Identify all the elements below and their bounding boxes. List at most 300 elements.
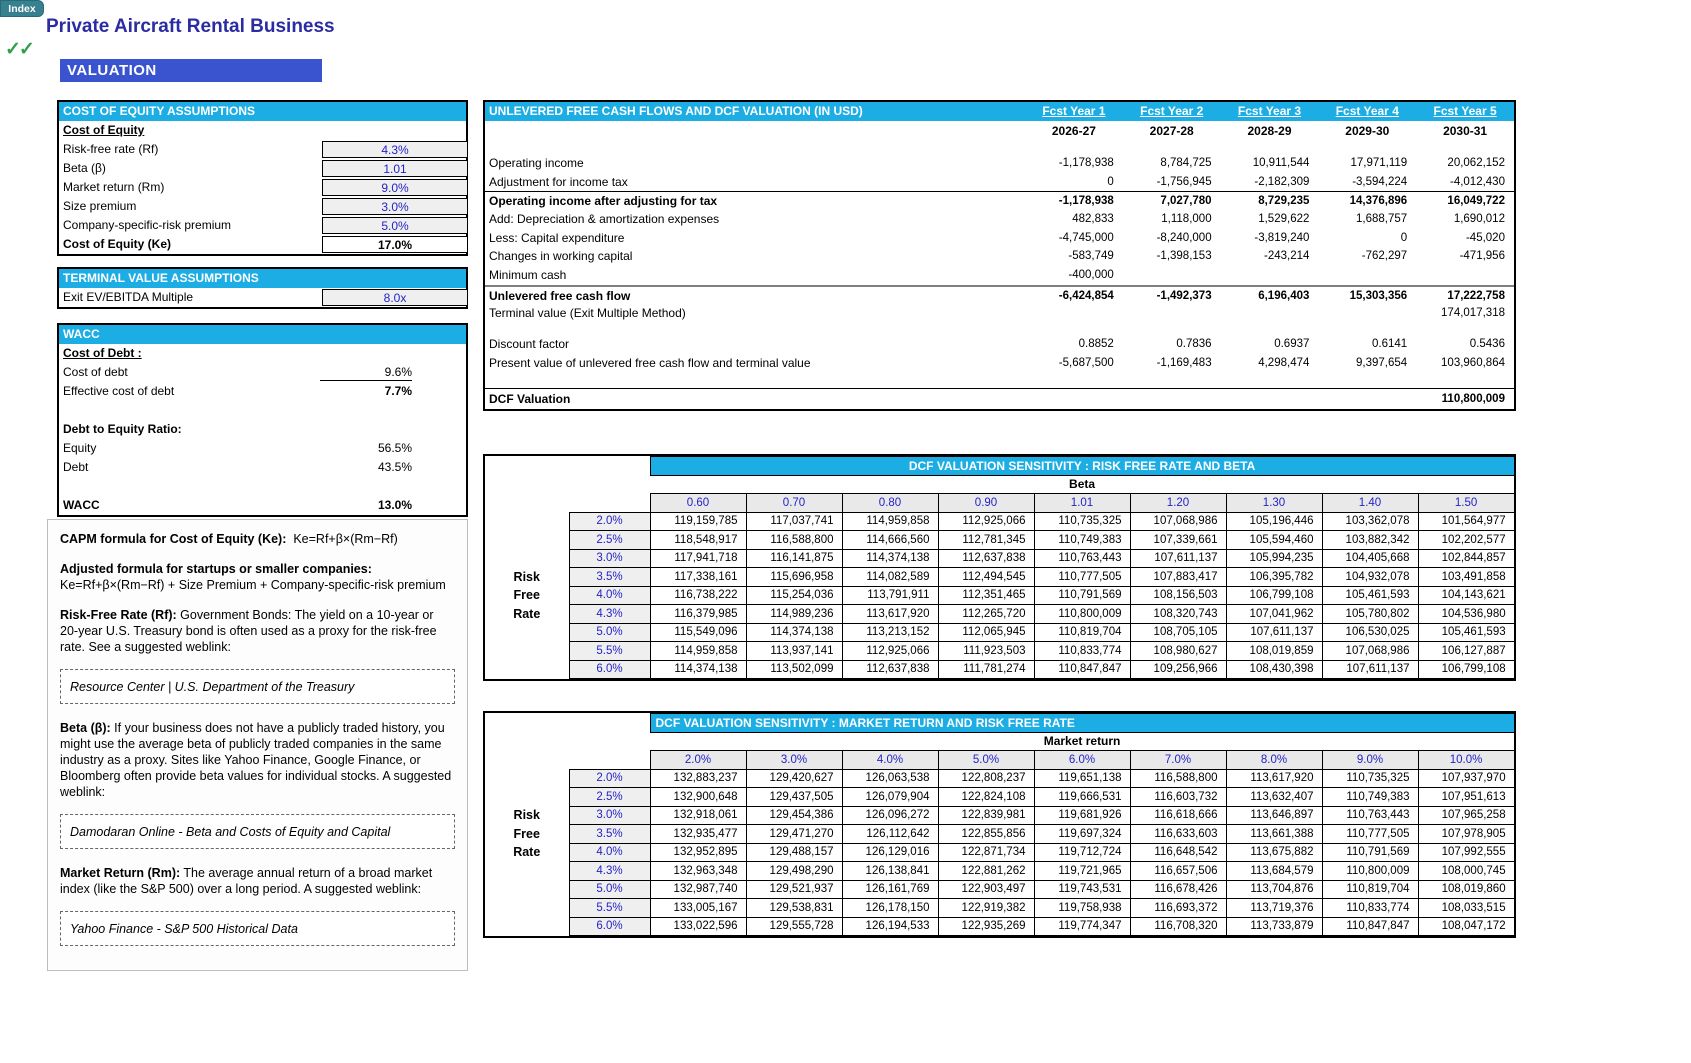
dcf-valuation-row (485, 388, 1514, 409)
sens-cell-value: 116,588,800 (746, 531, 842, 550)
dcf-row (485, 322, 1514, 335)
sens-cell-value: 126,178,150 (842, 899, 938, 918)
sens-row (485, 899, 1514, 918)
sens-cell-value: 108,019,860 (1418, 880, 1514, 899)
dcf-cell-value: -8,240,000 (1156, 231, 1212, 244)
assumption-input-cell[interactable]: 3.0% (322, 198, 468, 216)
market-return-note-text: The average annual return of a broad market index (like the S&P 500) over a long period. A suggested weblink: (60, 866, 433, 896)
sens2-table (485, 713, 1515, 936)
sens-cell-value: 122,935,269 (938, 917, 1034, 936)
sens-cell-value: 112,351,465 (938, 586, 1034, 605)
sens-row (485, 862, 1514, 881)
dcf-cell-value: 0 (1400, 231, 1408, 244)
dcf-cell-value: 103,960,864 (1441, 356, 1505, 369)
sens-cell-value: 114,374,138 (842, 549, 938, 568)
sens-cell-value: 122,824,108 (938, 788, 1034, 807)
sens-row-label: 5.0% (569, 623, 650, 642)
sens-cell-value: 113,704,876 (1226, 880, 1322, 899)
sens-cell-value: 112,637,838 (842, 660, 938, 679)
sens-cell-value: 117,037,741 (746, 512, 842, 531)
index-button[interactable]: Index (0, 0, 44, 17)
page-title: Private Aircraft Rental Business (46, 16, 335, 37)
dcf-cell-value (1123, 266, 1221, 285)
sens-cell-value: 113,646,897 (1226, 806, 1322, 825)
sens-cell-value: 119,159,785 (650, 512, 746, 531)
dcf-row (485, 354, 1514, 373)
sens-axis-spacer (485, 512, 569, 531)
sens-cell-value: 105,461,593 (1322, 586, 1418, 605)
treasury-weblink[interactable]: Resource Center | U.S. Department of the Treasury (60, 669, 455, 704)
sens-col-header: 1.50 (1418, 494, 1514, 513)
sens-cell-value: 102,202,577 (1418, 531, 1514, 550)
sens-cell-value: 107,068,986 (1130, 512, 1226, 531)
sens-axis-spacer (485, 549, 569, 568)
sens-cell-value: 132,952,895 (650, 843, 746, 862)
sens-cell-value: 110,819,704 (1322, 880, 1418, 899)
sens-cell-value: 113,675,882 (1226, 843, 1322, 862)
sens-cell-value: 110,749,383 (1322, 788, 1418, 807)
market-return-note-lead: Market Return (Rm): (60, 866, 181, 880)
cost-of-equity-header: COST OF EQUITY ASSUMPTIONS (59, 102, 466, 121)
assumption-input-cell[interactable]: 1.01 (322, 160, 468, 178)
sens-cell-value: 132,987,740 (650, 880, 746, 899)
sens-cell-value: 119,721,965 (1034, 862, 1130, 881)
dcf-row-label: Changes in working capital (489, 249, 633, 264)
sens-cell-value: 133,022,596 (650, 917, 746, 936)
cost-of-debt-heading: Cost of Debt : (63, 346, 142, 360)
sens-row (485, 825, 1514, 844)
sens-cell-value: 126,194,533 (842, 917, 938, 936)
dcf-row-label: Unlevered free cash flow (489, 288, 631, 303)
cost-of-equity-total-label: Cost of Equity (Ke) (63, 237, 171, 251)
sens-cell-value: 117,941,718 (650, 549, 746, 568)
dcf-cell-value (1318, 322, 1416, 335)
dcf-cell-value: -471,956 (1459, 250, 1505, 263)
sens-col-header: 6.0% (1034, 751, 1130, 770)
dcf-cell-value (1123, 304, 1221, 323)
sens-cell-value: 122,855,856 (938, 825, 1034, 844)
dcf-cell-value (1318, 266, 1416, 285)
sens-cell-value: 129,454,386 (746, 806, 842, 825)
sens-row-label: 3.0% (569, 806, 650, 825)
dcf-rows (485, 154, 1514, 373)
dcf-cell-value: -3,594,224 (1352, 175, 1408, 188)
sens-col-header: 1.40 (1322, 494, 1418, 513)
sens-row-label: 4.3% (569, 862, 650, 881)
capm-formula-lead: CAPM formula for Cost of Equity (Ke): (60, 532, 287, 546)
fcst-year-link[interactable]: Fcst Year 4 (1335, 104, 1399, 118)
sens-cell-value: 116,633,603 (1130, 825, 1226, 844)
exit-multiple-label: Exit EV/EBITDA Multiple (63, 290, 194, 304)
sens-row (485, 531, 1514, 550)
assumption-input-cell[interactable]: 9.0% (322, 179, 468, 197)
sens-cell-value: 116,738,222 (650, 586, 746, 605)
dcf-cell-value: -762,297 (1361, 250, 1408, 263)
dcf-cell-value: -243,214 (1263, 250, 1310, 263)
sens-cell-value: 104,143,621 (1418, 586, 1514, 605)
sens-cell-value: 104,932,078 (1322, 568, 1418, 587)
sens-cell-value: 114,374,138 (650, 660, 746, 679)
fcst-year-link[interactable]: Fcst Year 5 (1433, 104, 1497, 118)
dcf-cell-value: 16,049,722 (1447, 195, 1505, 208)
sens-left-axis-label: Free (513, 826, 540, 841)
assumption-input-cell[interactable]: 4.3% (322, 141, 468, 159)
dcf-cell-value: 8,784,725 (1160, 157, 1212, 169)
sens-cell-value: 116,693,372 (1130, 899, 1226, 918)
dcf-cell-value: 4,298,474 (1258, 356, 1310, 369)
debt-to-equity-heading: Debt to Equity Ratio: (63, 422, 182, 436)
sens-col-header: 1.20 (1130, 494, 1226, 513)
sens-cell-value: 110,791,569 (1322, 843, 1418, 862)
sens-cell-value: 116,141,875 (746, 549, 842, 568)
sens-cell-value: 110,800,009 (1322, 862, 1418, 881)
cost-of-equity-total-value: 17.0% (322, 236, 468, 254)
dcf-cell-value: 20,062,152 (1447, 157, 1505, 169)
sens-cell-value: 107,611,137 (1226, 623, 1322, 642)
dcf-cell-value: -6,424,854 (1058, 289, 1114, 302)
valuation-section-banner: VALUATION (60, 59, 322, 82)
sens-cell-value: 132,963,348 (650, 862, 746, 881)
sens-row-label: 6.0% (569, 917, 650, 936)
year-label: 2029-30 (1345, 124, 1390, 138)
cost-of-debt-label: Cost of debt (63, 365, 128, 379)
sens-cell-value: 106,799,108 (1418, 660, 1514, 679)
sens-left-axis-label: Risk (513, 808, 540, 823)
sens-cell-value: 115,696,958 (746, 568, 842, 587)
sens-left-axis-label: Rate (513, 845, 541, 860)
sensitivity-table-riskfree-beta (483, 454, 1516, 681)
dcf-cell-value: -1,169,483 (1156, 356, 1212, 369)
sens-cell-value: 114,666,560 (842, 531, 938, 550)
sens-row (485, 623, 1514, 642)
assumption-label: Risk-free rate (Rf) (63, 142, 159, 156)
sens-cell-value: 107,992,555 (1418, 843, 1514, 862)
sens-col-header: 4.0% (842, 751, 938, 770)
sens-cell-value: 129,538,831 (746, 899, 842, 918)
assumption-label: Size premium (63, 199, 137, 213)
dcf-cell-value: -1,492,373 (1156, 289, 1212, 302)
assumption-row (59, 159, 466, 178)
sens-left-axis-label: Risk (513, 569, 540, 584)
dcf-cell-value: 17,971,119 (1350, 157, 1408, 169)
dcf-valuation-table (483, 100, 1516, 411)
sens-row (485, 880, 1514, 899)
sens-row-label: 3.5% (569, 568, 650, 587)
sens-cell-value: 113,937,141 (746, 642, 842, 661)
sens-cell-value: 106,799,108 (1226, 586, 1322, 605)
sens-cell-value: 126,161,769 (842, 880, 938, 899)
sens-cell-value: 106,530,025 (1322, 623, 1418, 642)
sens-cell-value: 101,564,977 (1418, 512, 1514, 531)
wacc-header: WACC (59, 325, 466, 344)
sens-cell-value: 113,617,920 (1226, 769, 1322, 788)
sens-cell-value: 112,265,720 (938, 605, 1034, 624)
sens-col-header: 10.0% (1418, 751, 1514, 770)
sens-cell-value: 116,678,426 (1130, 880, 1226, 899)
dcf-row (485, 173, 1514, 192)
sens-cell-value: 116,379,985 (650, 605, 746, 624)
sens-cell-value: 103,491,858 (1418, 568, 1514, 587)
dcf-cell-value: 7,027,780 (1160, 195, 1212, 208)
sens-cell-value: 119,697,324 (1034, 825, 1130, 844)
sens-cell-value: 111,923,503 (938, 642, 1034, 661)
sens-cell-value: 122,903,497 (938, 880, 1034, 899)
dcf-cell-value (1416, 266, 1514, 285)
exit-multiple-input[interactable]: 8.0x (322, 289, 468, 307)
sens-cell-value: 110,847,847 (1034, 660, 1130, 679)
sens-cell-value: 109,256,966 (1130, 660, 1226, 679)
sens-cell-value: 108,033,515 (1418, 899, 1514, 918)
wacc-table (57, 323, 468, 517)
sens-cell-value: 107,883,417 (1130, 568, 1226, 587)
assumption-label: Beta (β) (63, 161, 106, 175)
sens-row (485, 549, 1514, 568)
sens-cell-value: 114,959,858 (842, 512, 938, 531)
sens-cell-value: 113,661,388 (1226, 825, 1322, 844)
dcf-cell-value: 1,118,000 (1161, 213, 1212, 226)
dcf-cell-value: 6,196,403 (1258, 289, 1310, 302)
sens-cell-value: 110,833,774 (1034, 642, 1130, 661)
damodaran-weblink[interactable]: Damodaran Online - Beta and Costs of Equity and Capital (60, 814, 455, 849)
dcf-cell-value: -1,178,938 (1058, 157, 1114, 169)
coe-rows (59, 140, 466, 235)
sens-row-label: 5.5% (569, 642, 650, 661)
dcf-cell-value: 1,529,622 (1258, 213, 1310, 226)
sens1-table (485, 456, 1515, 679)
sens-row-label: 2.5% (569, 531, 650, 550)
sens-col-header: 0.70 (746, 494, 842, 513)
sens1-body (485, 457, 1514, 679)
dcf-cell-value: -3,819,240 (1254, 231, 1310, 244)
dcf-cell-value: 10,911,544 (1252, 157, 1310, 169)
sens-cell-value: 122,871,734 (938, 843, 1034, 862)
dcf-cell-value: -4,745,000 (1058, 231, 1114, 244)
sens-cell-value: 105,594,460 (1226, 531, 1322, 550)
sens-row-label: 2.0% (569, 769, 650, 788)
sens-cell-value: 129,488,157 (746, 843, 842, 862)
sens-cell-value: 108,019,859 (1226, 642, 1322, 661)
methodology-notes-panel (47, 519, 468, 971)
sens-cell-value: 108,047,172 (1418, 917, 1514, 936)
dcf-year-labels (485, 121, 1514, 141)
sens-row-label: 4.3% (569, 605, 650, 624)
dcf-cell-value (1318, 304, 1416, 323)
dcf-cell-value: 0 (1107, 175, 1114, 188)
sens-cell-value: 114,374,138 (746, 623, 842, 642)
dcf-cell-value: 0.7836 (1176, 338, 1212, 351)
dcf-cell-value (1123, 322, 1221, 335)
dcf-row (485, 247, 1514, 266)
sens-row (485, 586, 1514, 605)
sens1-top-axis-label: Beta (1069, 477, 1096, 492)
sens-row (485, 642, 1514, 661)
fcst-year-link[interactable]: Fcst Year 2 (1140, 104, 1204, 118)
sens-cell-value: 105,994,235 (1226, 549, 1322, 568)
assumption-row (59, 178, 466, 197)
dcf-row (485, 304, 1514, 323)
dcf-valuation-value: 110,800,009 (1441, 392, 1505, 405)
sens-cell-value: 110,777,505 (1322, 825, 1418, 844)
sens-cell-value: 104,536,980 (1418, 605, 1514, 624)
checkmark-icon: ✓✓ (5, 39, 33, 60)
dcf-row (485, 285, 1514, 304)
fcst-year-link[interactable]: Fcst Year 3 (1237, 104, 1302, 118)
dcf-table-header: UNLEVERED FREE CASH FLOWS AND DCF VALUATION (IN USD) (489, 104, 863, 118)
sens-col-header: 0.90 (938, 494, 1034, 513)
dcf-cell-value: 0.5436 (1469, 338, 1505, 351)
sens-cell-value: 108,000,745 (1418, 862, 1514, 881)
year-label: 2028-29 (1247, 124, 1292, 138)
sens-cell-value: 107,611,137 (1322, 660, 1418, 679)
sens-cell-value: 133,005,167 (650, 899, 746, 918)
debt-value: 43.5% (377, 460, 412, 474)
sens-cell-value: 113,632,407 (1226, 788, 1322, 807)
dcf-cell-value: -1,398,153 (1156, 250, 1212, 263)
dcf-cell-value (1416, 322, 1514, 335)
sens-cell-value: 132,918,061 (650, 806, 746, 825)
sens-cell-value: 110,847,847 (1322, 917, 1418, 936)
year-label: 2027-28 (1149, 124, 1194, 138)
sens-row (485, 660, 1514, 679)
year-label: 2030-31 (1443, 124, 1488, 138)
sens-cell-value: 116,603,732 (1130, 788, 1226, 807)
year-label: 2026-27 (1051, 124, 1096, 138)
sens-row-label: 2.0% (569, 512, 650, 531)
sens-cell-value: 119,651,138 (1034, 769, 1130, 788)
assumption-label: Company-specific-risk premium (63, 218, 232, 232)
sens-cell-value: 107,041,962 (1226, 605, 1322, 624)
sens-cell-value: 113,213,152 (842, 623, 938, 642)
equity-label: Equity (63, 441, 97, 455)
dcf-cell-value: 174,017,318 (1441, 306, 1505, 319)
sens-cell-value: 103,362,078 (1322, 512, 1418, 531)
sens-cell-value: 113,719,376 (1226, 899, 1322, 918)
sens-cell-value: 110,791,569 (1034, 586, 1130, 605)
cost-of-debt-value: 9.6% (320, 363, 412, 381)
dcf-cell-value (1221, 266, 1319, 285)
sens-col-header: 3.0% (746, 751, 842, 770)
sens-col-header: 8.0% (1226, 751, 1322, 770)
sens-cell-value: 111,781,274 (938, 660, 1034, 679)
dcf-row (485, 191, 1514, 210)
beta-note-lead: Beta (β): (60, 721, 111, 735)
sens-cell-value: 113,617,920 (842, 605, 938, 624)
dcf-cell-value: 14,376,896 (1349, 195, 1408, 208)
sens-cell-value: 112,065,945 (938, 623, 1034, 642)
dcf-cell-value (1221, 304, 1319, 323)
assumption-input-cell[interactable]: 5.0% (322, 217, 468, 235)
sens-cell-value: 106,395,782 (1226, 568, 1322, 587)
cost-of-equity-subheader: Cost of Equity (63, 123, 145, 137)
dcf-row-label: Operating income (489, 156, 584, 170)
dcf-cell-value: -1,178,938 (1058, 195, 1114, 208)
sens2-title: DCF VALUATION SENSITIVITY : MARKET RETURN AND RISK FREE RATE (650, 714, 1514, 733)
terminal-value-assumptions-table (57, 267, 468, 309)
sens-axis-spacer (485, 660, 569, 679)
sens-cell-value: 116,657,506 (1130, 862, 1226, 881)
sens-cell-value: 107,937,970 (1418, 769, 1514, 788)
sens-col-header: 1.30 (1226, 494, 1322, 513)
sens-cell-value: 113,502,099 (746, 660, 842, 679)
sens-cell-value: 102,844,857 (1418, 549, 1514, 568)
risk-free-note-text: Government Bonds: The yield on a 10-year or 20-year U.S. Treasury bond is often used as a proxy for the risk-free rate. See a suggested weblink: (60, 608, 437, 654)
fcst-year-link[interactable]: Fcst Year 1 (1042, 104, 1106, 118)
dcf-row-label: Adjustment for income tax (489, 174, 628, 189)
sens-cell-value: 126,129,016 (842, 843, 938, 862)
sens-row-label: 6.0% (569, 660, 650, 679)
sens-row (485, 512, 1514, 531)
dcf-cell-value (1025, 322, 1123, 335)
sens-axis-spacer (485, 899, 569, 918)
sens-cell-value: 110,735,325 (1322, 769, 1418, 788)
sens2-body (485, 714, 1514, 936)
sens-cell-value: 116,648,542 (1130, 843, 1226, 862)
yahoo-finance-weblink[interactable]: Yahoo Finance - S&P 500 Historical Data (60, 911, 455, 946)
dcf-row (485, 154, 1514, 173)
sens-cell-value: 119,712,724 (1034, 843, 1130, 862)
sens-cell-value: 113,733,879 (1226, 917, 1322, 936)
dcf-row (485, 229, 1514, 248)
sens-cell-value: 116,618,666 (1130, 806, 1226, 825)
sens-cell-value: 107,965,258 (1418, 806, 1514, 825)
adjusted-formula-lead: Adjusted formula for startups or smaller companies: (60, 562, 372, 576)
sens-cell-value: 119,743,531 (1034, 880, 1130, 899)
sens-cell-value: 110,763,443 (1034, 549, 1130, 568)
sens-cell-value: 129,420,627 (746, 769, 842, 788)
sens2-colheads (485, 751, 1514, 770)
sens-cell-value: 114,989,236 (746, 605, 842, 624)
sens-cell-value: 110,800,009 (1034, 605, 1130, 624)
assumption-row (59, 197, 466, 216)
sens-row (485, 806, 1514, 825)
sens-left-axis-label: Rate (513, 606, 541, 621)
sens-row-label: 4.0% (569, 586, 650, 605)
sens-cell-value: 132,900,648 (650, 788, 746, 807)
dcf-row (485, 266, 1514, 285)
dcf-row (485, 335, 1514, 354)
cost-of-equity-assumptions-table (57, 100, 468, 256)
sens-cell-value: 114,959,858 (650, 642, 746, 661)
dcf-row-label: Minimum cash (489, 268, 567, 283)
terminal-value-header: TERMINAL VALUE ASSUMPTIONS (59, 269, 466, 288)
sens-cell-value: 107,339,661 (1130, 531, 1226, 550)
sens-cell-value: 129,555,728 (746, 917, 842, 936)
dcf-cell-value: -4,012,430 (1449, 175, 1505, 188)
dcf-cell-value: 9,397,654 (1356, 356, 1408, 369)
sens-cell-value: 132,935,477 (650, 825, 746, 844)
sens-cell-value: 122,839,981 (938, 806, 1034, 825)
sens-cell-value: 108,705,105 (1130, 623, 1226, 642)
dcf-cell-value: 0.6141 (1372, 338, 1408, 351)
adjusted-formula: Ke=Rf+β×(Rm−Rf) + Size Premium + Company-specific-risk premium (60, 578, 446, 592)
sens-row-label: 5.0% (569, 880, 650, 899)
sens-cell-value: 106,127,887 (1418, 642, 1514, 661)
sens-cell-value: 103,882,342 (1322, 531, 1418, 550)
sens-cell-value: 108,980,627 (1130, 642, 1226, 661)
dcf-cell-value: -1,756,945 (1156, 175, 1212, 188)
sens-cell-value: 119,758,938 (1034, 899, 1130, 918)
sens-cell-value: 119,774,347 (1034, 917, 1130, 936)
sens-axis-spacer (485, 917, 569, 936)
sens-row-label: 4.0% (569, 843, 650, 862)
capm-formula: Ke=Rf+β×(Rm−Rf) (293, 532, 398, 546)
sens-cell-value: 112,494,545 (938, 568, 1034, 587)
sens-cell-value: 117,338,161 (650, 568, 746, 587)
dcf-row-label: Less: Capital expenditure (489, 230, 625, 245)
sens-cell-value: 110,735,325 (1034, 512, 1130, 531)
sens-row-label: 3.5% (569, 825, 650, 844)
dcf-row-label: Terminal value (Exit Multiple Method) (489, 305, 686, 320)
